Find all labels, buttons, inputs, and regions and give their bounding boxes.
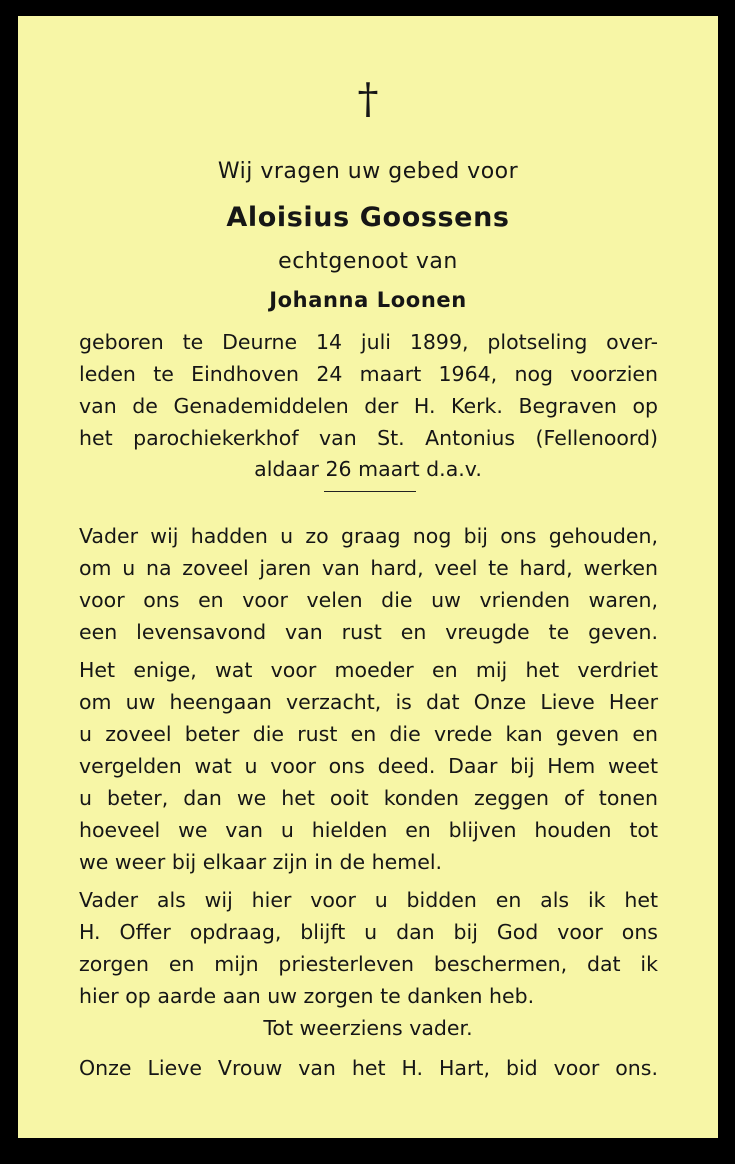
paragraph-1-line: voor ons en voor velen die uw vrienden waren, bbox=[79, 588, 658, 612]
paragraph-3-line-last: hier op aarde aan uw zorgen te danken heb. bbox=[79, 984, 535, 1008]
bio-line: leden te Eindhoven 24 maart 1964, nog voorzien bbox=[79, 362, 658, 386]
bio-line: geboren te Deurne 14 juli 1899, plotseling over- bbox=[79, 330, 658, 354]
bio-line: het parochiekerkhof van St. Antonius (Fellenoord) bbox=[79, 426, 658, 450]
divider bbox=[324, 491, 416, 492]
paragraph-2-line-last: we weer bij elkaar zijn in de hemel. bbox=[79, 850, 443, 874]
paragraph-3-line: Vader als wij hier voor u bidden en als ik het bbox=[79, 888, 658, 912]
farewell: Tot weerziens vader. bbox=[263, 1016, 473, 1040]
paragraph-2-line: u beter, dan we het ooit konden zeggen of tonen bbox=[79, 786, 658, 810]
prayer-request: Wij vragen uw gebed voor bbox=[217, 159, 519, 184]
paragraph-2-line: hoeveel we van u hielden en blijven houden tot bbox=[79, 818, 658, 842]
paragraph-3-line: H. Offer opdraag, blijft u dan bij God voor ons bbox=[79, 920, 658, 944]
bio-line: van de Genademiddelen der H. Kerk. Begraven op bbox=[79, 394, 658, 418]
closing-prayer: Onze Lieve Vrouw van het H. Hart, bid voor ons. bbox=[79, 1056, 658, 1080]
paragraph-2-line: Het enige, wat voor moeder en mij het verdriet bbox=[79, 658, 658, 682]
cross-icon: † bbox=[357, 74, 379, 123]
paragraph-2-line: u zoveel beter die rust en die vrede kan geven en bbox=[79, 722, 658, 746]
spouse-intro: echtgenoot van bbox=[278, 249, 458, 274]
paragraph-3-line: zorgen en mijn priesterleven beschermen, dat ik bbox=[79, 952, 658, 976]
paragraph-1-line: Vader wij hadden u zo graag nog bij ons gehouden, bbox=[79, 524, 658, 548]
paragraph-2-line: vergelden wat u voor ons deed. Daar bij Hem weet bbox=[79, 754, 658, 778]
paragraph-2-line: om uw heengaan verzacht, is dat Onze Lieve Heer bbox=[79, 690, 658, 714]
bio-line-last: aldaar 26 maart d.a.v. bbox=[254, 457, 482, 481]
deceased-name: Aloisius Goossens bbox=[226, 202, 510, 233]
memorial-card bbox=[18, 16, 718, 1138]
paragraph-1-line: om u na zoveel jaren van hard, veel te hard, werken bbox=[79, 556, 658, 580]
paragraph-1-line: een levensavond van rust en vreugde te geven. bbox=[79, 620, 658, 644]
spouse-name: Johanna Loonen bbox=[269, 288, 467, 312]
